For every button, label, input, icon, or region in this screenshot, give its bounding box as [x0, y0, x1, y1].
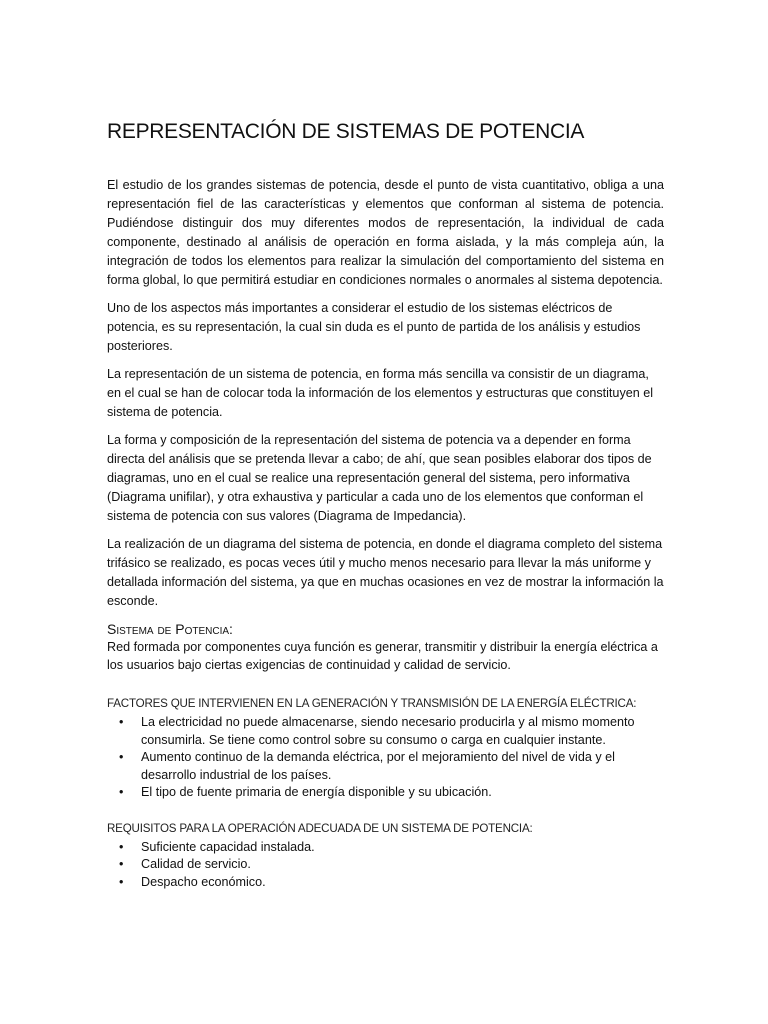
bullet-icon: •	[119, 839, 124, 854]
bullet-icon: •	[119, 715, 124, 729]
list-item	[107, 784, 664, 802]
paragraph-representation: Uno de los aspectos más importantes a considerar el estudio de los sistemas eléctricos de potencia, es su representación, la cual sin duda es el punto de partida de los análisis y estudios posteriores.	[107, 301, 641, 353]
paragraph-diagram: La representación de un sistema de potencia, en forma más sencilla va consistir de un diagrama, en el cual se han de colocar toda la información de los elementos y estructuras que constituyen el sistema de potencia.	[107, 367, 654, 419]
requisitos-heading: REQUISITOS PARA LA OPERACIÓN ADECUADA DE UN SISTEMA DE POTENCIA:	[107, 821, 533, 835]
bullet-icon: •	[119, 857, 124, 871]
bullet-icon: •	[119, 785, 124, 799]
list-item	[107, 714, 664, 749]
bullet-icon: •	[119, 750, 124, 764]
paragraph-intro: El estudio de los grandes sistemas de potencia, desde el punto de vista cuantitativo, obliga a una representación fiel de las características y elementos que conforman al sistema de potencia. Pudiéndose distinguir dos muy diferentes modos de representación, la individual de cada componente, destinado al análisis de operación en forma aislada, y la más compleja aún, la integración de todos los elementos para realizar la simulación del comportamiento del sistema en forma global, lo que permitirá estudiar en condiciones normales o anormales al sistema depotencia.	[107, 178, 664, 287]
bullet-icon: •	[119, 874, 124, 889]
list-item-text: Aumento continuo de la demanda eléctrica, por el mejoramiento del nivel de vida y el desarrollo industrial de los países.	[141, 750, 615, 782]
list-item-text: Calidad de servicio.	[141, 857, 251, 871]
list-item-text: El tipo de fuente primaria de energía disponible y su ubicación.	[141, 785, 492, 799]
list-item-text: Suficiente capacidad instalada.	[141, 839, 315, 854]
paragraph-three-phase: La realización de un diagrama del sistema de potencia, en donde el diagrama completo del sistema trifásico se realizado, es pocas veces útil y mucho menos necesario para llevar la más uniforme y detallada información del sistema, ya que en muchas ocasiones en vez de mostrar la información la esconde.	[107, 537, 664, 608]
list-item	[107, 839, 664, 857]
paragraph-diagram-types: La forma y composición de la representación del sistema de potencia va a depender en forma directa del análisis que se pretenda llevar a cabo; de ahí, que sean posibles elaborar dos tipos de diagramas, uno en el cual se realice una representación general del sistema, pero informativa (Diagrama unifilar), y otra exhaustiva y particular a cada uno de los elementos que conforman el sistema de potencia con sus valores (Diagrama de Impedancia).	[107, 433, 652, 523]
section-heading-sistema: Sistema de Potencia:	[107, 621, 233, 637]
factores-heading: FACTORES QUE INTERVIENEN EN LA GENERACIÓN Y TRANSMISIÓN DE LA ENERGÍA ELÉCTRICA:	[107, 697, 637, 710]
page-title: REPRESENTACIÓN DE SISTEMAS DE POTENCIA	[107, 120, 585, 143]
factores-list	[107, 714, 664, 802]
list-item	[107, 749, 664, 784]
list-item-text: Despacho económico.	[141, 874, 266, 889]
list-item	[107, 874, 664, 892]
requisitos-list	[107, 839, 664, 892]
list-item	[107, 856, 664, 874]
list-item-text: La electricidad no puede almacenarse, siendo necesario producirla y al mismo momento consumirla. Se tiene como control sobre su consumo o carga en cualquier instante.	[141, 715, 635, 747]
section-body-sistema: Red formada por componentes cuya función es generar, transmitir y distribuir la energía eléctrica a los usuarios bajo ciertas exigencias de continuidad y calidad de servicio.	[107, 640, 658, 672]
